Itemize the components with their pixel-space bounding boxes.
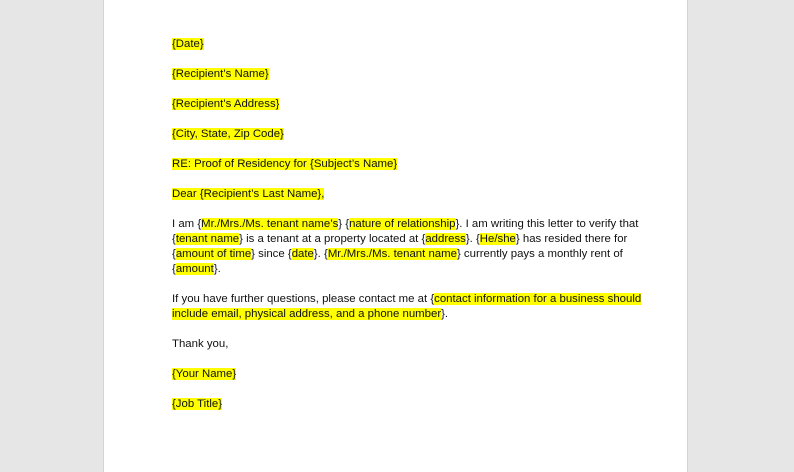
body-paragraph-2 <box>172 292 642 322</box>
body-text: } since { <box>251 248 292 260</box>
date-line <box>172 37 642 52</box>
recipient-name-line <box>172 67 642 82</box>
body-text: }. <box>213 263 221 275</box>
address-placeholder: address <box>425 233 466 245</box>
recipient-address-line <box>172 97 642 112</box>
body-text: I am { <box>172 218 202 230</box>
contact-info-placeholder-continued: include email, physical address, and a phone number <box>172 308 442 320</box>
re-line-placeholder: RE: Proof of Residency for {Subject’s Name} <box>172 158 398 170</box>
salutation-line <box>172 187 642 202</box>
body-text: }. <box>441 308 449 320</box>
nature-of-relationship-placeholder: nature of relationship <box>349 218 456 230</box>
job-title-placeholder: {Job Title} <box>172 398 223 410</box>
body-text: }. { <box>313 248 328 260</box>
body-text: } currently pays a monthly rent of <box>456 248 623 260</box>
body2-line-2 <box>172 307 642 322</box>
salutation-placeholder: Dear {Recipient’s Last Name}, <box>172 188 325 200</box>
closing-line: Thank you, <box>172 338 229 350</box>
tenant-name-placeholder: tenant name <box>175 233 240 245</box>
city-state-zip-line <box>172 127 642 142</box>
document-page[interactable] <box>103 0 688 472</box>
since-date-placeholder: date <box>291 248 314 260</box>
body-text: If you have further questions, please contact me at { <box>172 293 435 305</box>
letter-body <box>172 37 642 412</box>
re-line <box>172 157 642 172</box>
city-state-zip-placeholder: {City, State, Zip Code} <box>172 128 284 140</box>
body1-line-3 <box>172 247 642 262</box>
body-text: } has resided there for <box>515 233 628 245</box>
date-placeholder: {Date} <box>172 38 204 50</box>
body-text: { <box>172 248 176 260</box>
body2-line-1 <box>172 292 642 307</box>
your-name-placeholder: {Your Name} <box>172 368 237 380</box>
body-text: } is a tenant at a property located at { <box>239 233 426 245</box>
rent-amount-placeholder: amount <box>175 263 214 275</box>
job-title-line <box>172 397 642 412</box>
amount-of-time-placeholder: amount of time <box>175 248 252 260</box>
body1-line-4 <box>172 262 642 277</box>
your-name-line <box>172 367 642 382</box>
body-text: { <box>172 233 176 245</box>
recipient-name-placeholder: {Recipient’s Name} <box>172 68 269 80</box>
contact-info-placeholder: contact information for a business should <box>434 293 642 305</box>
recipient-address-placeholder: {Recipient’s Address} <box>172 98 280 110</box>
body1-line-1 <box>172 217 642 232</box>
body-paragraph-1 <box>172 217 642 277</box>
body-text: }. I am writing this letter to verify that <box>455 218 639 230</box>
tenant-name-possessive-placeholder: Mr./Mrs./Ms. tenant name’s <box>201 218 339 230</box>
body-text: { <box>172 263 176 275</box>
body-text: } { <box>338 218 350 230</box>
tenant-name-placeholder-2: Mr./Mrs./Ms. tenant name <box>327 248 457 260</box>
body1-line-2 <box>172 232 642 247</box>
body-text: }. { <box>465 233 480 245</box>
pronoun-placeholder: He/she <box>479 233 516 245</box>
